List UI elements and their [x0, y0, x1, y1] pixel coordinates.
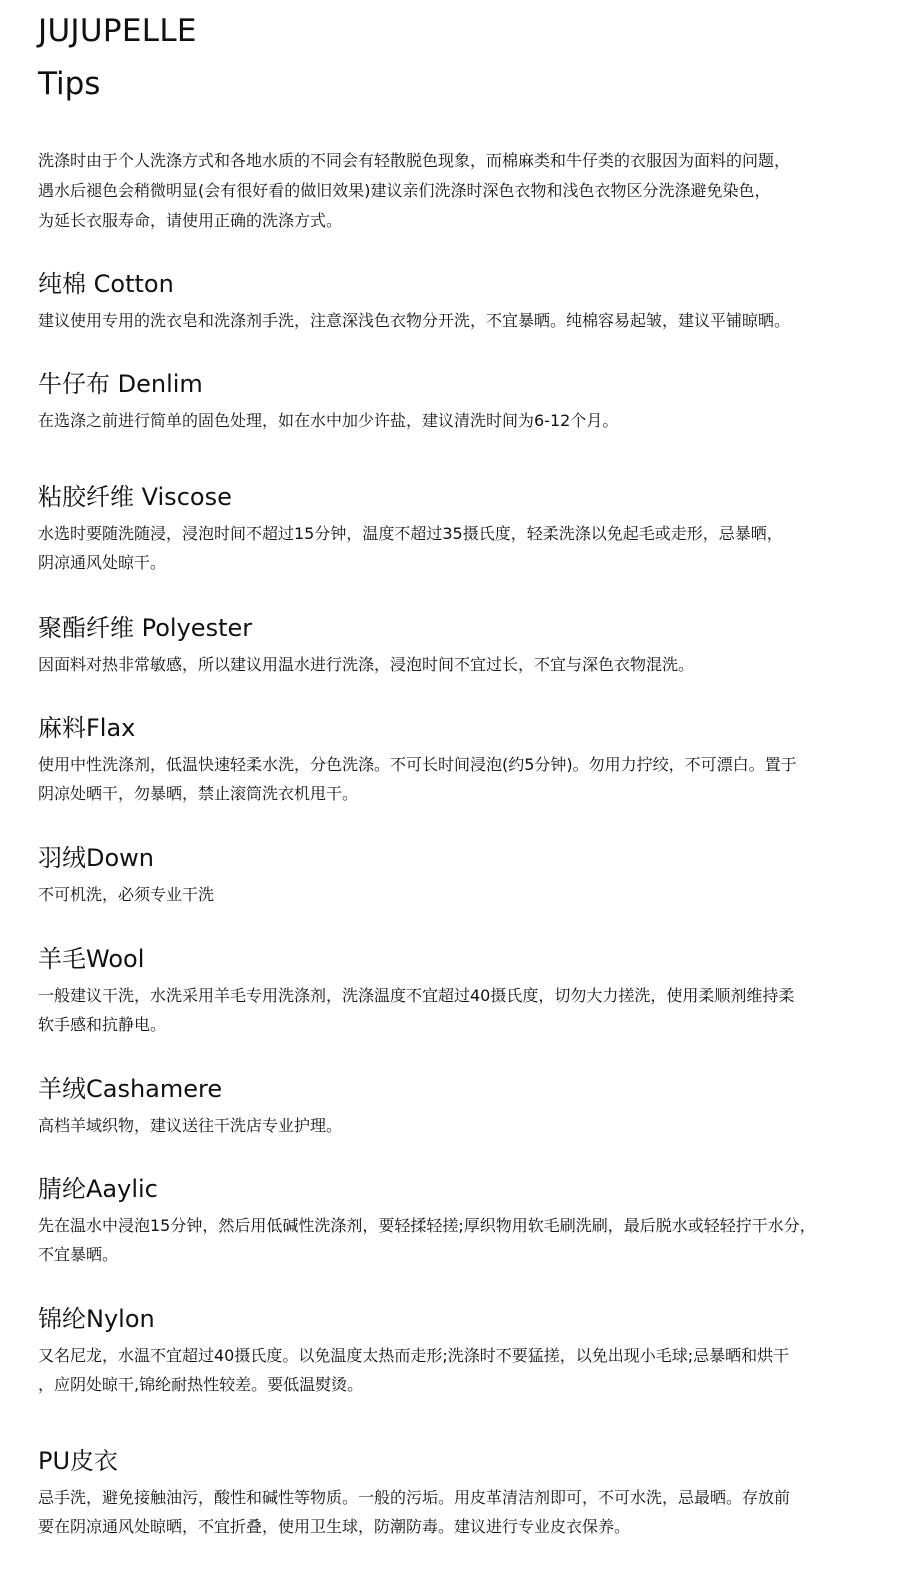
section-body	[38, 1111, 888, 1140]
section-title: 羊绒Cashamere	[38, 1075, 223, 1103]
section-nylon	[38, 1303, 888, 1399]
section-body	[38, 1483, 888, 1541]
section-line: 一般建议干洗，水洗采用羊毛专用洗涤剂，洗涤温度不宜超过40摄氏度，切勿大力搓洗，使用柔顺剂维持柔	[38, 986, 795, 1005]
section-body	[38, 650, 888, 679]
section-body	[38, 1211, 888, 1269]
intro-line: 洗涤时由于个人洗涤方式和各地水质的不同会有轻散脱色现象，而棉麻类和牛仔类的衣服因为面料的问题，	[38, 151, 791, 170]
section-pu-leather	[38, 1445, 888, 1541]
section-line: 不宜暴晒。	[38, 1245, 119, 1264]
page-heading: Tips	[38, 66, 101, 102]
section-flax	[38, 712, 888, 808]
section-line: 先在温水中浸泡15分钟，然后用低碱性洗涤剂，要轻揉轻搓;厚织物用软毛刷洗刷，最后脱水或轻轻拧干水分，	[38, 1216, 816, 1235]
section-body	[38, 1341, 888, 1399]
section-title: 麻料Flax	[38, 714, 136, 742]
section-line: 因面料对热非常敏感，所以建议用温水进行洗涤，浸泡时间不宜过长，不宜与深色衣物混洗。	[38, 655, 695, 674]
section-body	[38, 519, 888, 577]
intro-line: 遇水后褪色会稍微明显(会有很好看的做旧效果)建议亲们洗涤时深色衣物和浅色衣物区分洗涤避免染色，	[38, 181, 771, 200]
brand-title: JUJUPELLE	[38, 13, 197, 49]
section-title: 聚酯纤维 Polyester	[38, 614, 253, 642]
section-body	[38, 981, 888, 1039]
section-title: 纯棉 Cotton	[38, 270, 174, 298]
section-body	[38, 880, 888, 909]
section-acrylic	[38, 1173, 888, 1269]
section-title: PU皮衣	[38, 1447, 119, 1475]
section-title: 粘胶纤维 Viscose	[38, 483, 232, 511]
section-line: 在选涤之前进行简单的固色处理，如在水中加少许盐，建议清洗时间为6-12个月。	[38, 411, 619, 430]
section-line: 要在阴凉通风处晾晒，不宜折叠，使用卫生球，防潮防毒。建议进行专业皮衣保养。	[38, 1517, 631, 1536]
section-down	[38, 842, 888, 909]
section-line: 忌手洗，避免接触油污，酸性和碱性等物质。一般的污垢。用皮革清洁剂即可，不可水洗，忌最晒。存放前	[38, 1488, 791, 1507]
section-line: 软手感和抗静电。	[38, 1015, 167, 1034]
section-line: 又名尼龙，水温不宜超过40摄氏度。以免温度太热而走形;洗涤时不要猛搓，以免出现小毛球;忌暴晒和烘干	[38, 1346, 790, 1365]
section-title: 牛仔布 Denlim	[38, 370, 203, 398]
intro-paragraph	[38, 146, 888, 236]
section-line: 阴凉通风处晾干。	[38, 553, 167, 572]
section-denim	[38, 368, 888, 435]
section-line: 阴凉处晒干，勿暴晒，禁止滚筒洗衣机甩干。	[38, 784, 359, 803]
section-title: 锦纶Nylon	[38, 1305, 155, 1333]
section-title: 羊毛Wool	[38, 945, 145, 973]
section-polyester	[38, 612, 888, 679]
section-line: ，应阴处晾干,锦纶耐热性较差。要低温熨烫。	[38, 1375, 364, 1394]
section-viscose	[38, 481, 888, 577]
section-line: 水选时要随洗随浸，浸泡时间不超过15分钟，温度不超过35摄氏度，轻柔洗涤以免起毛或走形，忌暴晒，	[38, 524, 783, 543]
section-title: 腈纶Aaylic	[38, 1175, 158, 1203]
section-line: 不可机洗，必须专业干洗	[38, 885, 215, 904]
section-cotton	[38, 268, 888, 335]
section-wool	[38, 943, 888, 1039]
section-body	[38, 406, 888, 435]
section-line: 使用中性洗涤剂，低温快速轻柔水洗，分色洗涤。不可长时间浸泡(约5分钟)。勿用力拧绞，不可漂白。置于	[38, 755, 797, 774]
section-line: 高档羊域织物，建议送往干洗店专业护理。	[38, 1116, 343, 1135]
section-title: 羽绒Down	[38, 844, 155, 872]
section-body	[38, 750, 888, 808]
section-cashmere	[38, 1073, 888, 1140]
section-body	[38, 306, 888, 335]
section-line: 建议使用专用的洗衣皂和洗涤剂手洗，注意深浅色衣物分开洗，不宜暴晒。纯棉容易起皱，建议平铺晾晒。	[38, 311, 791, 330]
intro-line: 为延长衣服寿命，请使用正确的洗涤方式。	[38, 211, 343, 230]
